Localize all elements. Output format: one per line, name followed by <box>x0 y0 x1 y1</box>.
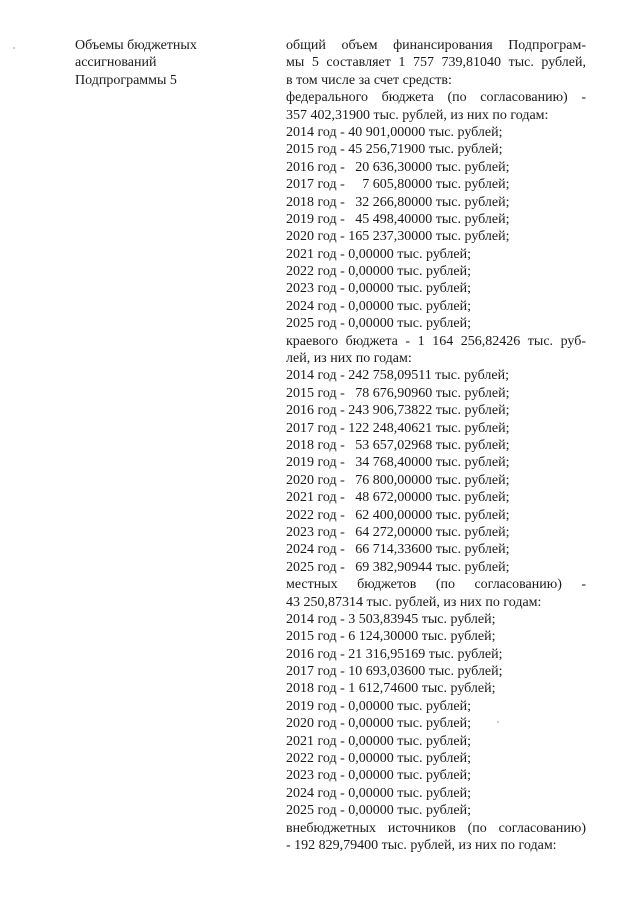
federal-heading: 357 402,31900 тыс. рублей, из них по годам: <box>286 107 549 123</box>
row-content <box>286 37 586 854</box>
year-amount-line: 2016 год - 243 906,73822 тыс. рублей; <box>286 403 510 419</box>
year-amount-line: 2017 год - 122 248,40621 тыс. рублей; <box>286 420 510 436</box>
year-amount-line: 2019 год - 34 768,40000 тыс. рублей; <box>286 455 510 471</box>
year-amount-line: 2017 год - 10 693,03600 тыс. рублей; <box>286 664 503 680</box>
year-amount-line: 2020 год - 0,00000 тыс. рублей; <box>286 716 472 732</box>
row-label <box>75 37 255 89</box>
label-line: Объемы бюджетных <box>75 38 197 53</box>
year-amount-line: 2015 год - 78 676,90960 тыс. рублей; <box>286 385 510 401</box>
regional-heading: лей, из них по годам: <box>286 351 412 367</box>
scan-speck <box>13 47 15 49</box>
year-amount-line: 2023 год - 0,00000 тыс. рублей; <box>286 768 472 784</box>
year-amount-line: 2022 год - 0,00000 тыс. рублей; <box>286 751 472 767</box>
year-amount-line: 2018 год - 53 657,02968 тыс. рублей; <box>286 437 510 453</box>
local-years-list <box>286 611 586 820</box>
local-heading: местных бюджетов (по согласованию) - <box>286 577 586 593</box>
year-amount-line: 2020 год - 76 800,00000 тыс. рублей; <box>286 472 510 488</box>
year-amount-line: 2018 год - 1 612,74600 тыс. рублей; <box>286 681 496 697</box>
year-amount-line: 2014 год - 40 901,00000 тыс. рублей; <box>286 124 503 140</box>
label-line: Подпрограммы 5 <box>75 72 177 88</box>
year-amount-line: 2016 год - 21 316,95169 тыс. рублей; <box>286 646 503 662</box>
year-amount-line: 2023 год - 0,00000 тыс. рублей; <box>286 281 472 297</box>
year-amount-line: 2024 год - 0,00000 тыс. рублей; <box>286 298 472 314</box>
year-amount-line: 2016 год - 20 636,30000 тыс. рублей; <box>286 159 510 175</box>
year-amount-line: 2015 год - 45 256,71900 тыс. рублей; <box>286 142 503 158</box>
year-amount-line: 2021 год - 48 672,00000 тыс. рублей; <box>286 490 510 506</box>
year-amount-line: 2021 год - 0,00000 тыс. рублей; <box>286 733 472 749</box>
intro-line: в том числе за счет средств: <box>286 72 452 88</box>
year-amount-line: 2020 год - 165 237,30000 тыс. рублей; <box>286 229 510 245</box>
regional-years-list <box>286 367 586 576</box>
year-amount-line: 2018 год - 32 266,80000 тыс. рублей; <box>286 194 510 210</box>
year-amount-line: 2025 год - 0,00000 тыс. рублей; <box>286 316 472 332</box>
offbudget-heading: внебюджетных источников (по согласованию) <box>286 820 586 836</box>
label-line: ассигнований <box>75 55 157 71</box>
local-heading: 43 250,87314 тыс. рублей, из них по годам: <box>286 594 542 610</box>
regional-heading: краевого бюджета - 1 164 256,82426 тыс. руб- <box>286 333 586 349</box>
year-amount-line: 2025 год - 0,00000 тыс. рублей; <box>286 803 472 819</box>
year-amount-line: 2021 год - 0,00000 тыс. рублей; <box>286 246 472 262</box>
year-amount-line: 2024 год - 0,00000 тыс. рублей; <box>286 785 472 801</box>
year-amount-line: 2022 год - 0,00000 тыс. рублей; <box>286 264 472 280</box>
federal-years-list <box>286 124 586 333</box>
year-amount-line: 2025 год - 69 382,90944 тыс. рублей; <box>286 559 510 575</box>
offbudget-heading: - 192 829,79400 тыс. рублей, из них по годам: <box>286 837 557 853</box>
year-amount-line: 2024 год - 66 714,33600 тыс. рублей; <box>286 542 510 558</box>
intro-line: общий объем финансирования Подпрограм- <box>286 38 586 53</box>
year-amount-line: 2017 год - 7 605,80000 тыс. рублей; <box>286 177 510 193</box>
year-amount-line: 2023 год - 64 272,00000 тыс. рублей; <box>286 524 510 540</box>
year-amount-line: 2019 год - 0,00000 тыс. рублей; <box>286 698 472 714</box>
year-amount-line: 2015 год - 6 124,30000 тыс. рублей; <box>286 629 496 645</box>
year-amount-line: 2022 год - 62 400,00000 тыс. рублей; <box>286 507 510 523</box>
year-amount-line: 2014 год - 3 503,83945 тыс. рублей; <box>286 611 496 627</box>
intro-line: мы 5 составляет 1 757 739,81040 тыс. рублей, <box>286 55 586 71</box>
year-amount-line: 2014 год - 242 758,09511 тыс. рублей; <box>286 368 509 384</box>
year-amount-line: 2019 год - 45 498,40000 тыс. рублей; <box>286 211 510 227</box>
federal-heading: федерального бюджета (по согласованию) - <box>286 90 586 106</box>
